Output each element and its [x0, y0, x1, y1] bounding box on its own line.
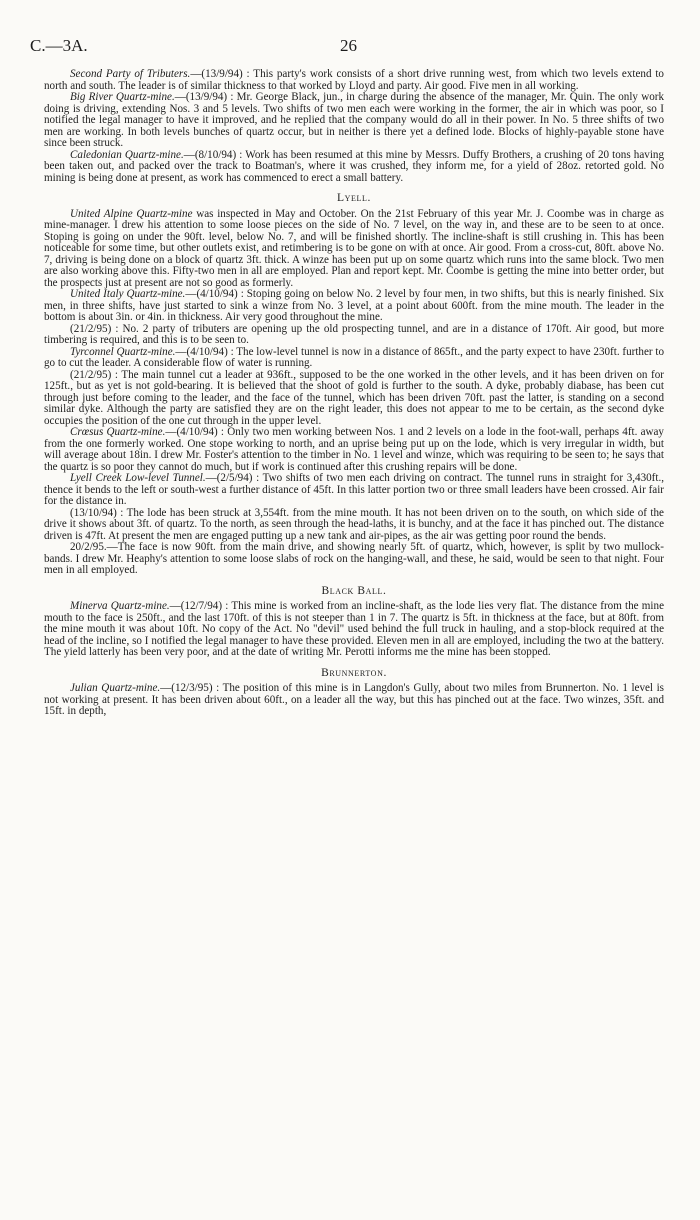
paragraph-united-alpine: United Alpine Quartz-mine was inspected in May and October. On the 21st February of this year Mr. J. Coombe was in charge as mine-manager. I drew his attention to some loose pieces on the side of No. 7 level, on the way in, and these are to be seen to at once. Stoping is going on under the 90ft. level, below No. 7, and will be finished shortly. The incline-shaft is still crushing in. This has been noticeable for some time, but other outlets exist, and retimbering is to be gone on with at once. Air good. From a cross-cut, 80ft. above No. 7, driving is being done on a block of quartz 3ft. thick. A winze has been put up on some quartz which runs into the same block. Two men are also working above this. Fifty-two men in all are employed. Plan and report kept. Mr. Coombe is getting the mine into better order, but the prospects just at present are not so good as formerly.	[44, 207, 664, 289]
paragraph-second-party-tributers: Second Party of Tributers.—(13/9/94) : This party's work consists of a short drive running west, from which two levels extend to north and south. The leader is of similar thickness to that worked by Lloyd and party. Air good. Five men in all working.	[44, 68, 664, 92]
page-body	[44, 69, 664, 718]
paragraph-united-italy: United Italy Quartz-mine.—(4/10/94) : Stoping going on below No. 2 level by four men, in two shifts, but this is nearly finished. Six men, in three shifts, have just started to sink a winze from No. 3 level, at a point about 600ft. from the mine mouth. The leader in the bottom is about 3in. or 4in. in thickness. Air very good throughout the mine.	[44, 288, 664, 323]
paragraph-lyell-creek-face: 20/2/95.—The face is now 90ft. from the main drive, and showing nearly 5ft. of quartz, which, however, is split by two mullock-bands. I drew Mr. Heaphy's attention to some loose slabs of rock on the hanging-wall, and these, he said, would be seen to that night. Four men in all employed.	[44, 541, 664, 576]
paragraph-julian: Julian Quartz-mine.—(12/3/95) : The position of this mine is in Langdon's Gully, about two miles from Brunnerton. No. 1 level is not working at present. It has been driven about 60ft., on a leader all the way, but this has pinched out at the face. Two winzes, 35ft. and 15ft. in depth,	[44, 682, 664, 717]
paragraph-minerva: Minerva Quartz-mine.—(12/7/94) : This mine is worked from an incline-shaft, as the lode lies very flat. The distance from the mine mouth to the face is 250ft., and the last 170ft. of this is not steeper than 1 in 7. The quartz is 5ft. in thickness at the face, but at 80ft. from the mine mouth it was about 10ft. No copy of the Act. No "devil" used behind the full truck in hauling, and a stop-block required at the head of the incline, so I notified the legal manager to have these provided. Eleven men in all are employed, including the two at the battery. The yield latterly has been very poor, and at the date of writing Mr. Perotti informs me the mine has been stopped.	[44, 600, 664, 658]
paragraph-big-river: Big River Quartz-mine.—(13/9/94) : Mr. George Black, jun., in charge during the absence of the manager, Mr. Quin. The only work doing is driving, extending Nos. 3 and 5 levels. Two shifts of two men each were working in the former, the air in which was poor, so I notified the legal manager to have it improved, and he replied that the company would do all in their power. In No. 5 three shifts of two men are working. In both levels bunches of quartz occur, but in neither is there yet a defined lode. Blocks of highly-payable stone have since been struck.	[44, 91, 664, 149]
page-number: 26	[340, 36, 357, 55]
paragraph-croesus: Crœsus Quartz-mine.—(4/10/94) : Only two men working between Nos. 1 and 2 levels on a lode in the foot-wall, perhaps 4ft. away from the one formerly worked. One stope working to north, and an uprise being put up on the lode, which is very irregular in width, but will average about 18in. I drew Mr. Foster's attention to the timber in No. 1 level and winze, which was requiring to be seen to; he says that the quartz is so poor they cannot do much, but if work is continued after this crushing repairs will be done.	[44, 426, 664, 473]
section-heading-black-ball: Black Ball.	[321, 584, 387, 597]
section-heading-brunnerton: Brunnerton.	[321, 666, 387, 679]
section-heading-lyell: Lyell.	[337, 192, 371, 204]
paragraph-caledonian: Caledonian Quartz-mine.—(8/10/94) : Work has been resumed at this mine by Messrs. Duffy Brothers, a crushing of 20 tons having been taken out, and packed over the track to Boatman's, where it was crushed, they inform me, for a yield of 28oz. retorted gold. No mining is being done at present, as work has commenced to erect a small battery.	[44, 148, 664, 184]
document-reference: C.—3A.	[30, 36, 88, 55]
paragraph-tyrconnel-update: (21/2/95) : The main tunnel cut a leader at 936ft., supposed to be the one worked in the other levels, and it has been driven on for 125ft., but as yet is not gold-bearing. It is believed that the shoot of gold is further to the south. A dyke, probably diabase, has been cut through just before coming to the leader, and the face of the tunnel, which has been driven 70ft. past the latter, is standing on a second similar dyke. Although the party are satisfied they are on the right leader, this does not appear to me to be certain, as the second dyke occupies the position of the one cut through in the upper level.	[44, 368, 664, 427]
paragraph-united-italy-tributers: (21/2/95) : No. 2 party of tributers are opening up the old prospecting tunnel, and are in a distance of 170ft. Air good, but more timbering is required, and this is to be seen to.	[44, 322, 664, 346]
paragraph-tyrconnel: Tyrconnel Quartz-mine.—(4/10/94) : The low-level tunnel is now in a distance of 865ft., and the party expect to have 230ft. further to go to cut the leader. A considerable flow of water is running.	[44, 345, 664, 369]
paragraph-lyell-creek-lode: (13/10/94) : The lode has been struck at 3,554ft. from the mine mouth. It has not been driven on to the south, on which side of the drive it shows about 3ft. of quartz. To the north, as seen through the head-laths, it is bunchy, and at the face it has pinched out. The distance driven is 47ft. At present the men are engaged putting up a new tank and air-pipes, as the air was getting poor round the bends.	[44, 506, 664, 542]
paragraph-lyell-creek: Lyell Creek Low-level Tunnel.—(2/5/94) : Two shifts of two men each driving on contract. The tunnel runs in straight for 3,430ft., thence it bends to the left or south-west a further distance of 45ft. In this latter portion two or three small leaders have been crossed. Air fair for the distance in.	[44, 472, 664, 507]
